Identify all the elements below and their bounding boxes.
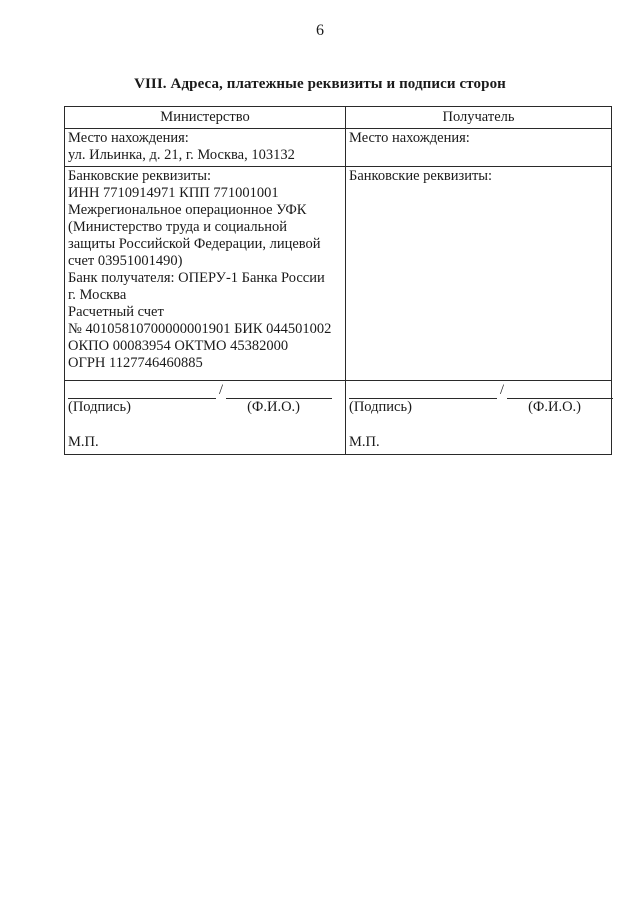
recipient-bank-cell <box>346 167 612 381</box>
page-number: 6 <box>316 22 324 39</box>
recipient-bank-label: Банковские реквизиты: <box>349 168 493 184</box>
name-caption: (Ф.И.О.) <box>528 399 581 415</box>
recipient-signature-captions <box>349 399 581 416</box>
requisites-table <box>64 106 612 455</box>
name-underline <box>226 386 332 399</box>
recipient-signature-cell <box>346 381 612 455</box>
ministry-location-label: Место нахождения: <box>68 130 189 146</box>
signature-slash: / <box>499 382 505 398</box>
ministry-stamp-mark: М.П. <box>68 434 99 450</box>
header-recipient: Получатель <box>346 107 612 129</box>
ministry-bank-line: ОКПО 00083954 ОКТМО 45382000 <box>68 338 289 354</box>
table-header-row <box>65 107 612 129</box>
signature-underline <box>68 386 216 399</box>
name-caption: (Ф.И.О.) <box>247 399 300 415</box>
ministry-bank-line: Банковские реквизиты: <box>68 168 212 184</box>
ministry-bank-line: г. Москва <box>68 287 127 303</box>
signature-caption: (Подпись) <box>349 399 412 415</box>
recipient-signature-line <box>349 382 608 397</box>
ministry-bank-line: Межрегиональное операционное УФК <box>68 202 307 218</box>
ministry-bank-line: № 40105810700000001901 БИК 044501002 <box>68 321 332 337</box>
ministry-bank-line: защиты Российской Федерации, лицевой <box>68 236 321 252</box>
signature-slash: / <box>218 382 224 398</box>
ministry-bank-line: (Министерство труда и социальной <box>68 219 287 235</box>
header-ministry: Министерство <box>65 107 346 129</box>
ministry-bank-line: Расчетный счет <box>68 304 164 320</box>
ministry-location-cell <box>65 129 346 167</box>
ministry-bank-line: ОГРН 1127746460885 <box>68 355 203 371</box>
ministry-bank-cell <box>65 167 346 381</box>
ministry-location-value: ул. Ильинка, д. 21, г. Москва, 103132 <box>68 147 295 163</box>
recipient-stamp-mark: М.П. <box>349 434 380 450</box>
location-row <box>65 129 612 167</box>
ministry-signature-cell <box>65 381 346 455</box>
ministry-bank-line: Банк получателя: ОПЕРУ-1 Банка России <box>68 270 325 286</box>
ministry-bank-line: счет 03951001490) <box>68 253 183 269</box>
recipient-location-cell <box>346 129 612 167</box>
section-title: VIII. Адреса, платежные реквизиты и подписи сторон <box>134 76 506 92</box>
bank-row <box>65 167 612 381</box>
ministry-signature-line <box>68 382 342 397</box>
recipient-location-label: Место нахождения: <box>349 130 470 146</box>
signature-row <box>65 381 612 455</box>
signature-caption: (Подпись) <box>68 399 131 415</box>
name-underline <box>507 386 613 399</box>
ministry-signature-captions <box>68 399 300 416</box>
ministry-bank-line: ИНН 7710914971 КПП 771001001 <box>68 185 279 201</box>
signature-underline <box>349 386 497 399</box>
